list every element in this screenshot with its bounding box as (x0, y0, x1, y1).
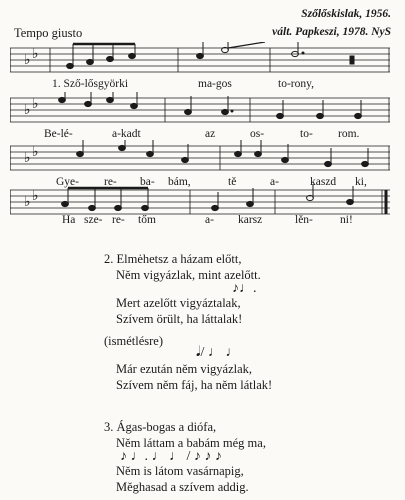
source-line-2: vált. Papkeszi, 1978. NyS (272, 26, 391, 38)
lyric-syllable: lěn- (295, 214, 313, 226)
verse-2-line-1: 2. Elmėhetsz a házam előtt, (104, 252, 242, 266)
svg-text:♭: ♭ (32, 145, 39, 160)
lyric-syllable: rom. (338, 128, 360, 140)
music-staff-3 (10, 140, 390, 176)
rhythm-eighth-dotted-quarter-icon: ♪♩. (232, 281, 257, 296)
rhythm-eighths-quarters-icon: ♪ ♩. ♩ ♩ / ♪ ♪ ♪ (120, 449, 222, 464)
repeat-line-2: Szívem něm fáj, ha něm látlak! (116, 378, 273, 392)
repeat-label: (ismétlésre) (104, 334, 164, 348)
lyric-syllable: to-rony, (278, 78, 314, 90)
lyric-syllable: tě (228, 176, 237, 188)
lyric-syllable: ba- (140, 176, 155, 188)
lyric-syllable: ni! (340, 214, 353, 226)
lyric-syllable: karsz (238, 214, 263, 226)
music-staff-2 (10, 92, 390, 128)
lyric-syllable: a-kadt (112, 128, 141, 140)
lyric-syllable: ki, (355, 176, 367, 188)
verse-3-line-3: Něm is látom vasárnapig, (116, 464, 244, 478)
svg-text:♭: ♭ (24, 151, 31, 166)
verse-2-line-2: Něm vigyázlak, mint azelőtt. (116, 268, 261, 282)
lyric-syllable: os- (250, 128, 265, 140)
lyric-syllable: kaszd (310, 176, 337, 188)
verse-3-line-2: Něm láttam a babám még ma, (116, 436, 266, 450)
lyric-syllable: bám, (168, 176, 191, 188)
svg-text:♭: ♭ (24, 53, 31, 68)
source-line-1: Szőlőskislak, 1956. (301, 8, 391, 20)
lyric-syllable: Gye- (56, 176, 79, 188)
lyric-syllable: re- (104, 176, 117, 188)
music-staff-1 (10, 42, 390, 78)
rhythm-quarter-quarter-icon: 𝅘𝅥/ ♩ ♩ (196, 345, 240, 360)
verse-2-line-4: Szívem örült, ha láttalak! (116, 312, 243, 326)
lyric-syllable: sze- (84, 214, 103, 226)
svg-text:♭: ♭ (32, 189, 39, 204)
lyric-syllable: Be-lé- (44, 128, 73, 140)
verse-3-line-1: 3. Ágas-bogas a diófa, (104, 420, 217, 434)
lyric-syllable: tőm (138, 214, 156, 226)
verse-2-line-3: Mert azelőtt vigyáztalak, (116, 296, 241, 310)
svg-text:♭: ♭ (24, 195, 31, 210)
lyric-syllable: az (205, 128, 216, 140)
lyric-syllable: a- (270, 176, 279, 188)
lyric-syllable: ma-gos (198, 78, 232, 90)
repeat-line-1: Már ezután něm vigyázlak, (116, 362, 253, 376)
lyric-syllable: re- (112, 214, 125, 226)
svg-text:♭: ♭ (32, 47, 39, 62)
lyric-syllable: a- (205, 214, 214, 226)
lyric-syllable: 1. Sző-lősgyörki (52, 78, 129, 90)
tempo-marking: Tempo giusto (14, 26, 83, 40)
lyric-syllable: Ha (62, 214, 76, 226)
verse-3-line-4: Měghasad a szívem addig. (116, 480, 249, 494)
svg-text:♭: ♭ (32, 97, 39, 112)
svg-text:♭: ♭ (24, 103, 31, 118)
lyric-syllable: to- (300, 128, 313, 140)
